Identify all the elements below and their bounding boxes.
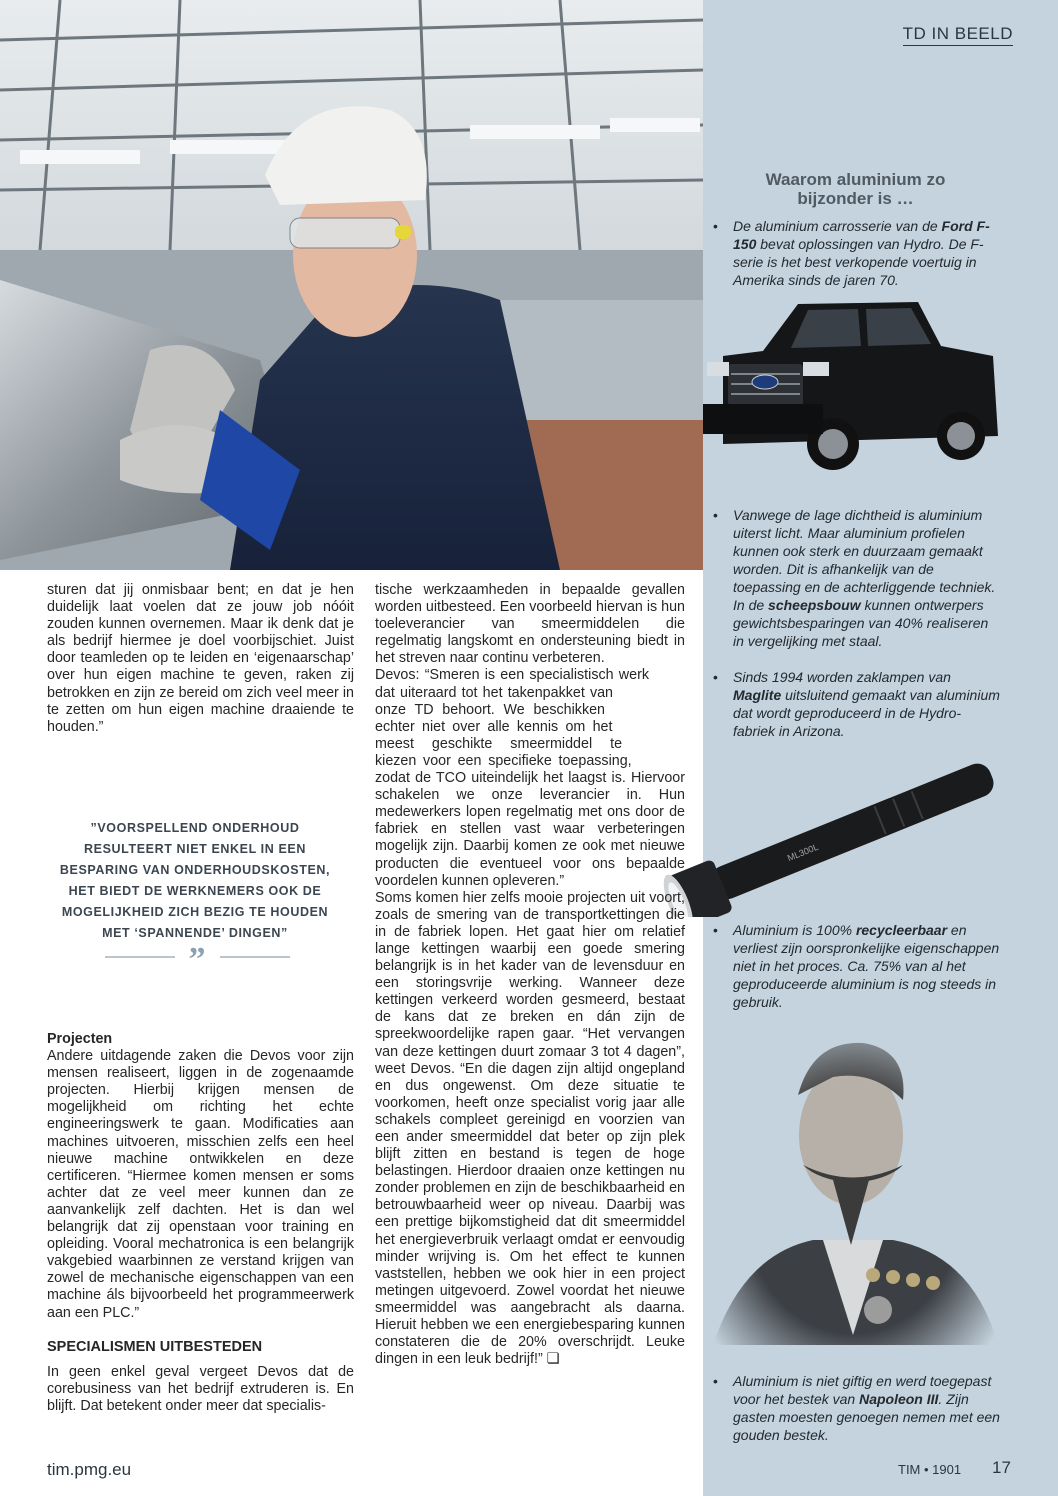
- middle-paragraph-2: Devos: “Smeren is een specialistisch werk dat uiteraard tot het takenpakket van onze TD behoort. We beschikken echter niet over alle kennis om het meest geschikte smeermiddel te kiezen voor een specifieke toepassing, zodat de TCO uiteindelijk het laagst is. Hiervoor schakelen we onze leverancier in. Hun medewerkers lopen regelmatig met ons door de fabriek en stellen vast waar verbeteringen mogelijk zijn. Daarbij komen ze ook met nieuwe producten die eventueel voor ons bepaalde voordelen kunnen opleveren.”: [375, 667, 685, 889]
- info-sidebar: [703, 0, 1058, 1496]
- left-column-projects: [47, 1031, 354, 1415]
- hero-photo: [0, 0, 703, 570]
- intro-paragraph: sturen dat jij onmisbaar bent; en dat je hen duidelijk laat voelen dat ze jouw job nóóit zouden kunnen overnemen. Maar ik denk dat je als bedrijf hiermee je doel voorbijschiet. Juist door teamleden op te leiden en ‘eigenaarschap’ over hun eigen machine te geven, raken zij betrokken en zijn ze bereid om zich veel meer in te zetten om hun eigen machine draaiende te houden.”: [47, 582, 354, 735]
- footer-magazine: TIM • 1901: [898, 1462, 962, 1477]
- pull-quote: ”VOORSPELLEND ONDERHOUD RESULTEERT NIET ENKEL IN EEN BESPARING VAN ONDERHOUDSKOSTEN, HET BIEDT DE WERKNEMERS OOK DE MOGELIJKHEID ZICH BEZIG TE HOUDEN MET ‘SPANNENDE’ DINGEN”: [59, 821, 331, 940]
- left-column-intro: [47, 582, 354, 736]
- projects-paragraph: Andere uitdagende zaken die Devos voor zijn mensen realiseert, liggen in de zogenaamde projecten. Hierbij krijgen mensen de mogelijkheid om richting het echte engineeringswerk te gaan. Modificaties aan machines uitvoeren, misschien zelfs een heel nieuwe machine ontwikkelen en deze certificeren. “Hiermee komen mensen er soms achter dat ze veel meer kunnen dan ze aanvankelijk zelf dachten. Het is dan wel belangrijk dat zij openstaan voor training en opleiding. Vooral mechatronica is een belangrijk vakgebied waarbinnen ze verstand krijgen van zowel de mechanische eigenschappen van een machine áls bijvoorbeeld het programmeerwerk aan een PLC.”: [47, 1048, 354, 1321]
- bullet-recycle: • Aluminium is 100% recycleerbaar en verliest zijn oorspronkelijke eigenschappen niet in het proces. Ca. 75% van al het geproduceerde aluminium is nog steeds in gebruik.: [713, 922, 1000, 1010]
- sidebar-title: Waarom aluminium zo bijzonder is …: [765, 170, 946, 208]
- section-label: TD IN BEELD: [903, 24, 1013, 46]
- quote-mark-icon: [105, 942, 290, 972]
- napoleon-portrait-image: [703, 1015, 1003, 1365]
- bullet-maglite: • Sinds 1994 worden zaklampen van Maglite uitsluitend gemaakt van aluminium dat wordt geproduceerd in de Hydro-fabriek in Arizona.: [713, 669, 1000, 739]
- flashlight-label: ML300L: [785, 841, 820, 864]
- bullet-dot: •: [713, 669, 718, 685]
- bullet-dot: •: [713, 218, 718, 234]
- specialisms-paragraph: In geen enkel geval vergeet Devos dat de corebusiness van het bedrijf extruderen is. En blijft. Dat betekent onder meer dat specialis-: [47, 1363, 354, 1414]
- middle-paragraph-3: Soms komen hier zelfs mooie projecten uit voort, zoals de smering van de transportkettingen die in de fabriek lopen. Het gaat hier om relatief lange kettingen waarbij een goede smering belangrijk is in het kader van de levensduur en een storingsvrije werking. Wanneer deze kettingen verkeerd worden gesmeerd, bestaat de kans dat ze breken en dán zijn de spreekwoordelijke rapen gaar. “Het vervangen van deze kettingen duurt zomaar 3 tot 4 dagen”, weet Devos. “En die dagen zijn altijd ongepland en dus ongewenst. Om deze situatie te voorkomen, heeft onze specialist vorig jaar alle schakels compleet gereinigd en voorzien van een ander smeermiddel dat beter op zijn plek blijft zitten en bestand is tegen de hoge belastingen. Hierdoor draaien onze kettingen nu zonder problemen en zijn de beschikbaarheid en betrouwbaarheid weer op niveau. Daarbij was een prettige bijkomstigheid dat dit smeermiddel het energieverbruik verlaagt omdat er eenvoudig minder wrijving is. Om het effect te kunnen vaststellen, hebben we ook hier in een project metingen uitgevoerd. Zowel voordat het nieuwe smeermiddel was aangebracht als daarna. Hieruit hebben we een energiebesparing kunnen constateren die de 20% overschrijdt. Leuke dingen in een leuk bedrijf!” ❏: [375, 889, 685, 1368]
- ford-truck-image: [703, 296, 1003, 481]
- page-number: 17: [992, 1458, 1011, 1477]
- maglite-flashlight-image: [643, 742, 1018, 917]
- bullet-dot: •: [713, 922, 718, 938]
- bullet-lightweight: • Vanwege de lage dichtheid is aluminium uiterst licht. Maar aluminium profielen kunnen ook sterk en duurzaam gemaakt worden. Dit is afhankelijk van de toepassing en de achterliggende techniek. In de scheepsbouw kunnen ontwerpers gewichtsbesparingen van 40% realiseren in vergelijking met staal.: [713, 507, 996, 649]
- bullet-ford: • De aluminium carrosserie van de Ford F-150 bevat oplossingen van Hydro. De F-serie is het best verkopende voertuig in Amerika sinds de jaren 70.: [713, 218, 990, 288]
- specialisms-heading: SPECIALISMEN UITBESTEDEN: [47, 1338, 263, 1355]
- middle-paragraph-1: tische werkzaamheden in bepaalde gevallen worden uitbesteed. Een voorbeeld hiervan is hun toeleverancier van smeermiddelen die regelmatig langskomt en ondersteuning biedt in het streven naar continu verbeteren.: [375, 582, 685, 667]
- bullet-napoleon: • Aluminium is niet giftig en werd toegepast voor het bestek van Napoleon III. Zijn gasten moesten genoegen nemen met een gouden bestek.: [713, 1373, 1000, 1443]
- projects-heading: Projecten: [47, 1031, 113, 1047]
- footer-url[interactable]: tim.pmg.eu: [47, 1460, 132, 1479]
- middle-column: [375, 582, 685, 1368]
- bullet-dot: •: [713, 1373, 718, 1389]
- svg-text:”: ”: [188, 942, 206, 972]
- bullet-dot: •: [713, 507, 718, 523]
